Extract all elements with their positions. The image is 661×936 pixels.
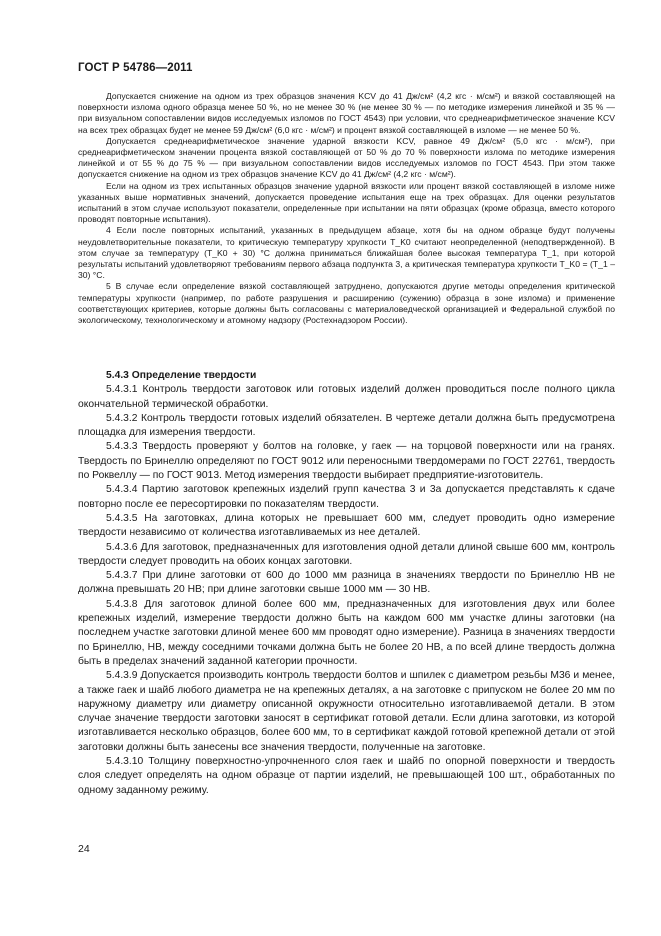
- clause-paragraph: 5.4.3.7 При длине заготовки от 600 до 1000 мм разница в значениях твердости по Бринеллю HB не должна превышать 20 HB; при длине заготовки свыше 1000 мм — 30 HB.: [78, 570, 615, 596]
- note-paragraph: Если на одном из трех испытанных образцов значение ударной вязкости или процент вязкой составляющей в изломе ниже указанных выше нормативных значений, допускается проведение испытания еще на трех образцах. Для оценки результатов испытаний в этом случае используют показатели, определенные при испытании на пяти образцах (кроме образца, вместо которого проводят повторные испытания).: [78, 180, 615, 225]
- notes-block: [78, 91, 615, 326]
- note-paragraph: Допускается снижение на одном из трех образцов значения KCV до 41 Дж/см² (4,2 кгс · м/см²) и вязкой составляющей на поверхности излома одного образца менее 50 %, но не менее 30 % (не менее 30 % — по методике измерения линейкой и 35 % — при визуальном сопоставлении видов исследуемых изломов по ГОСТ 4543) при условии, что среднеарифметическое значение KCV на всех трех образцах будет не менее 59 Дж/см² (6,0 кгс · м/см²) и процент вязкой составляющей в изломе — не менее 50 %.: [78, 91, 615, 135]
- page-number: 24: [78, 843, 90, 855]
- clause-paragraph: 5.4.3.9 Допускается производить контроль твердости болтов и шпилек с диаметром резьбы М36 и менее, а также гаек и шайб любого диаметра не на крепежных деталях, а на заготовке с припуском не более 20 мм по наружному диаметру или диаметру описанной окружности относительно изготавливаемой детали. В этом случае значение твердости заготовки заносят в сертификат готовой детали. Если длина заготовки, из которой изготавливается несколько образцов, более 600 мм, то в сертификат каждой готовой крепежной детали от этой заготовки должны быть занесены все значения твердости, полученные на заготовке.: [78, 670, 615, 753]
- clause-paragraph: 5.4.3.10 Толщину поверхностно-упрочненного слоя гаек и шайб по опорной поверхности и твердость слоя следует определять на одном образце от партии изделий, не превышающей 100 шт., обработанных по одному заданному режиму.: [78, 756, 615, 796]
- section-heading: [78, 369, 615, 383]
- note-paragraph: Допускается среднеарифметическое значение ударной вязкости KCV, равное 49 Дж/см² (5,0 кгс · м/см²), при среднеарифметическом значении процента вязкой составляющей от 50 % до 70 % поверхности излома по методике измерения линейкой и от 55 % до 75 % — при визуальном сопоставлении видов исследуемых изломов по ГОСТ 4543. При этом также допускается снижение на одном из трех образцов значение KCV до 41 Дж/см² (4,2 кгс · м/см²).: [78, 135, 615, 180]
- clause-paragraph: 5.4.3.3 Твердость проверяют у болтов на головке, у гаек — на торцовой поверхности или на гранях. Твердость по Бринеллю определяют по ГОСТ 9012 или переносными твердомерами по ГОСТ 22761, твердость по Роквеллу — по ГОСТ 9013. Метод измерения твердости выбирает предприятие-изготовитель.: [78, 441, 615, 482]
- main-text: [78, 369, 615, 798]
- clause-paragraph: 5.4.3.8 Для заготовок длиной более 600 мм, предназначенных для изготовления двух или более крепежных изделий, измерение твердости должно быть на каждом 600 мм участке длины заготовки (на последнем участке заготовки длиной менее 600 мм проводят одно измерение). Разница в значениях твердости по Бринеллю, HB, между соседними точками должна быть не более 20 HB, а по всей длине твердость должна быть в пределах значений заданной категории прочности.: [78, 598, 615, 667]
- clause-paragraph: 5.4.3.4 Партию заготовок крепежных изделий групп качества 3 и 3а допускается представлять к сдаче повторно после ее пересортировки по показателям твердости.: [78, 484, 615, 510]
- clause-paragraph: 5.4.3.5 На заготовках, длина которых не превышает 600 мм, следует проводить одно измерение твердости независимо от количества изготавливаемых из нее деталей.: [78, 512, 615, 539]
- clause-paragraph: 5.4.3.2 Контроль твердости готовых изделий обязателен. В чертеже детали должна быть предусмотрена площадка для измерения твердости.: [78, 412, 615, 439]
- note-paragraph: 5 В случае если определение вязкой составляющей затруднено, допускаются другие методы определения критической температуры хрупкости (например, по работе разрушения и расширению (сужению) образца в зоне излома) и применение соответствующих критериев, которые должны быть согласованы с материаловедческой организацией и Федеральной службой по экологическому, технологическому и атомному надзору (Ростехнадзором России).: [78, 281, 615, 326]
- note-paragraph: 4 Если после повторных испытаний, указанных в предыдущем абзаце, хотя бы на одном образце будут получены неудовлетворительные показатели, то критическую температуру хрупкости T_K0 считают неопределенной (неподтвержденной). В этом случае за температуру (T_K0 + 30) °C должна приниматься ближайшая более высокая температура T_1, при которой результаты испытаний удовлетворяют требованиям первого абзаца подпункта 3, а критическая температура хрупкости T_K0 = (T_1 – 30) °C.: [78, 225, 615, 281]
- section-title: Определение твердости: [131, 370, 257, 381]
- section-number: 5.4.3: [106, 370, 129, 381]
- clause-paragraph: 5.4.3.1 Контроль твердости заготовок или готовых изделий должен проводиться после полного цикла окончательной термической обработки.: [78, 384, 615, 410]
- document-header: ГОСТ Р 54786—2011: [78, 62, 193, 74]
- clause-paragraph: 5.4.3.6 Для заготовок, предназначенных для изготовления одной детали длиной свыше 600 мм, контроль твердости следует проводить на обоих концах заготовки.: [78, 541, 615, 567]
